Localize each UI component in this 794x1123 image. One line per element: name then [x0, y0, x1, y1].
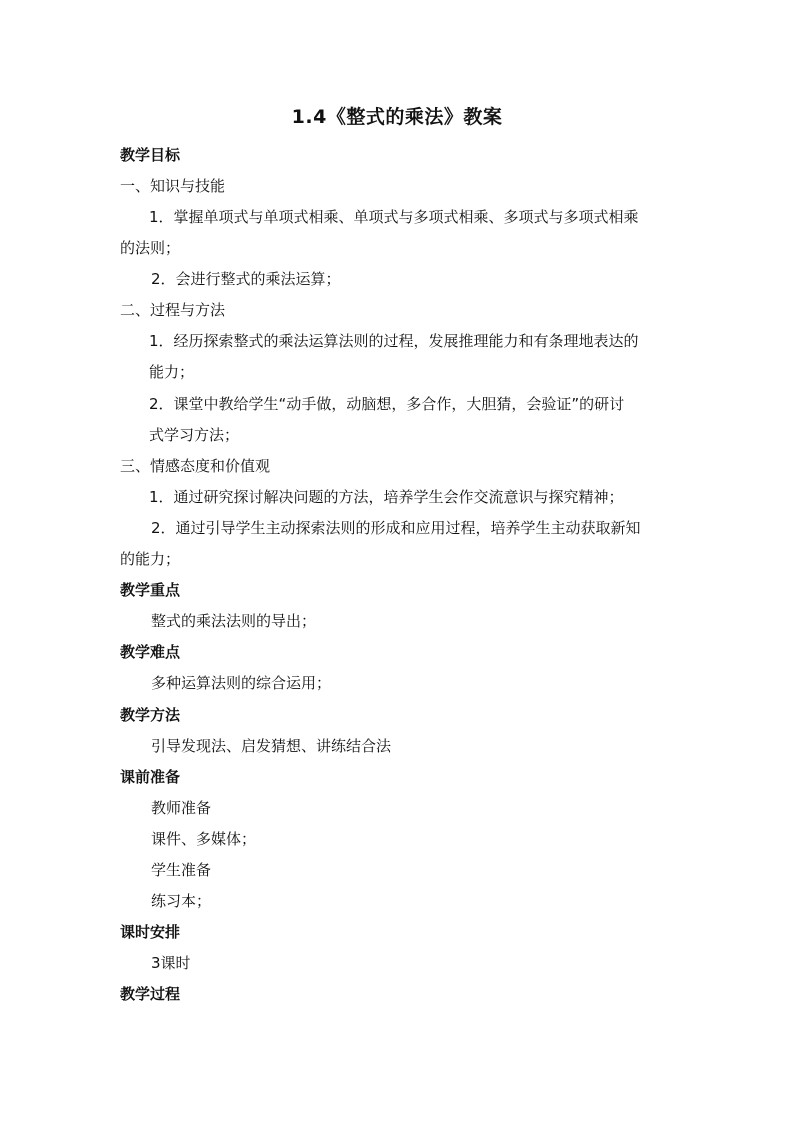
- section-heading-preparation: 课前准备: [120, 768, 181, 786]
- subheading-process-methods: 二、过程与方法: [120, 301, 226, 319]
- paragraph-line: 教师准备: [151, 799, 212, 817]
- section-heading-objectives: 教学目标: [120, 146, 181, 164]
- paragraph-line: 练习本；: [151, 892, 212, 910]
- paragraph-line: 整式的乘法法则的导出；: [151, 612, 317, 630]
- paragraph-line: 的法则；: [120, 239, 181, 257]
- paragraph-line: 2．通过引导学生主动探索法则的形成和应用过程，培养学生主动获取新知: [151, 519, 641, 537]
- section-heading-methods: 教学方法: [120, 706, 181, 724]
- section-heading-schedule: 课时安排: [120, 923, 181, 941]
- paragraph-line: 引导发现法、启发猜想、讲练结合法: [151, 737, 392, 755]
- section-heading-difficulties: 教学难点: [120, 643, 181, 661]
- paragraph-line: 2．课堂中教给学生“动手做，动脑想，多合作，大胆猜，会验证”的研讨: [149, 395, 625, 413]
- paragraph-line: 1．通过研究探讨解决问题的方法，培养学生会作交流意识与探究精神；: [149, 488, 624, 506]
- paragraph-line: 多种运算法则的综合运用；: [151, 674, 332, 692]
- paragraph-line: 1．掌握单项式与单项式相乘、单项式与多项式相乘、多项式与多项式相乘: [149, 208, 639, 226]
- subheading-knowledge-skills: 一、知识与技能: [120, 177, 226, 195]
- paragraph-line: 课件、多媒体；: [151, 830, 257, 848]
- paragraph-line: 3课时: [151, 954, 191, 972]
- paragraph-line: 的能力；: [120, 550, 181, 568]
- section-heading-key-points: 教学重点: [120, 581, 181, 599]
- paragraph-line: 1．经历探索整式的乘法运算法则的过程，发展推理能力和有条理地表达的: [149, 332, 639, 350]
- paragraph-line: 式学习方法；: [149, 426, 240, 444]
- paragraph-line: 能力；: [149, 363, 195, 381]
- paragraph-line: 2．会进行整式的乘法运算；: [151, 270, 341, 288]
- paragraph-line: 学生准备: [151, 861, 212, 879]
- section-heading-process: 教学过程: [120, 985, 181, 1003]
- document-title: 1.4《整式的乘法》教案: [291, 106, 503, 128]
- subheading-attitudes-values: 三、情感态度和价值观: [120, 457, 271, 475]
